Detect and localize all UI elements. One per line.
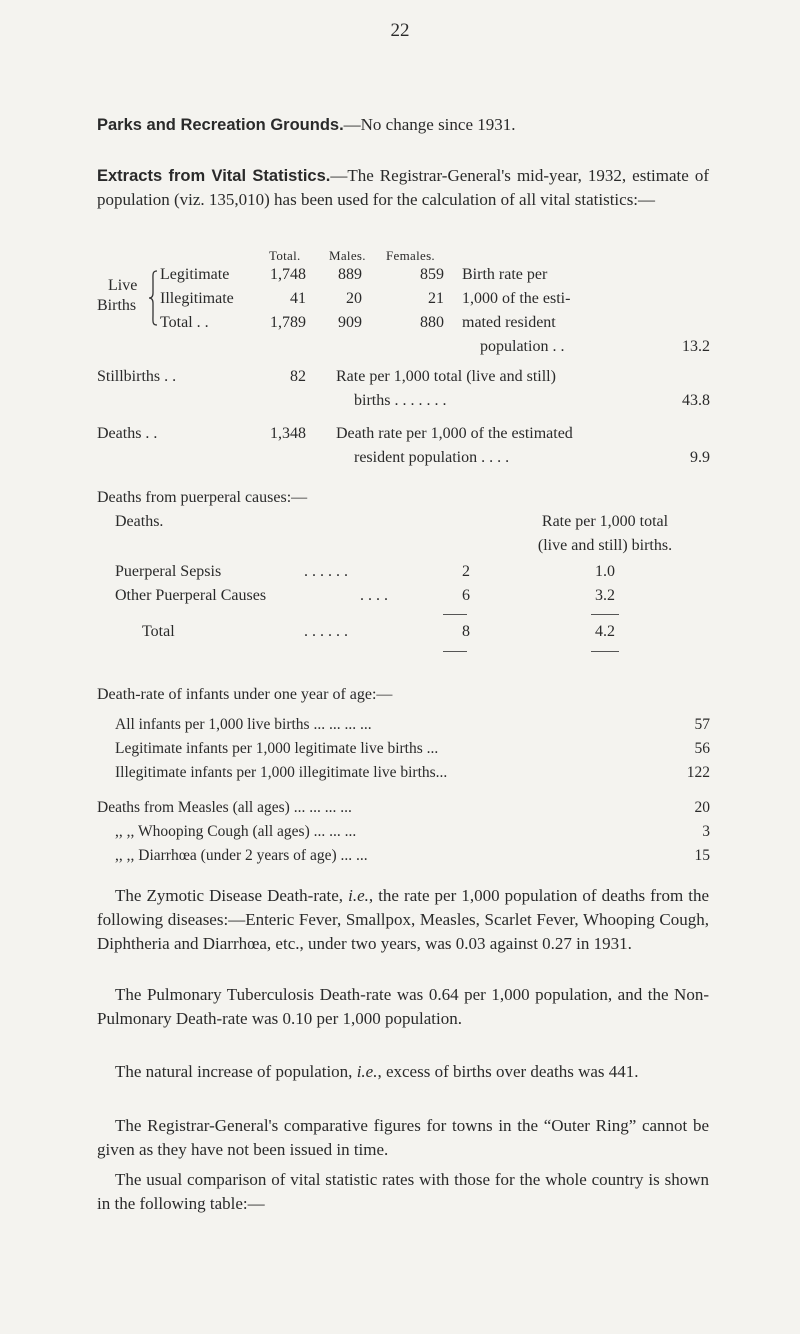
birth-rate-line: mated resident	[462, 314, 556, 331]
col-males-header: Males.	[329, 248, 366, 263]
registrar-paragraph: The Registrar-General's comparative figures for towns in the “Outer Ring” cannot be given as they have not been issued in time.	[97, 1116, 709, 1159]
puerperal-row-rate: 1.0	[595, 563, 615, 580]
puerperal-total-rate: 4.2	[595, 623, 615, 640]
puerperal-total-dots: . . . . . .	[304, 623, 348, 640]
zymotic-ie: i.e.	[348, 886, 369, 905]
infant-intro: Death-rate of infants under one year of age:—	[97, 686, 393, 703]
puerperal-rate-header-2: (live and still) births.	[537, 537, 673, 554]
page-number: 22	[390, 20, 410, 41]
stillbirths-label: Stillbirths . .	[97, 368, 177, 385]
total-rule	[591, 651, 619, 652]
deaths-rate-line1: Death rate per 1,000 of the estimated	[336, 425, 573, 442]
natural-text-2: , excess of births over deaths was 441.	[377, 1062, 639, 1081]
puerperal-intro: Deaths from puerperal causes:—	[97, 489, 308, 506]
birth-rate-line: 1,000 of the esti-	[462, 290, 571, 307]
puerperal-row-dots: . . . .	[360, 587, 388, 604]
subtotal-rule	[591, 614, 619, 615]
infant-row-value: 57	[694, 716, 710, 733]
births-row-label: Illegitimate	[160, 290, 234, 307]
disease-row-value: 20	[694, 799, 710, 816]
puerperal-total-label: Total	[142, 623, 175, 640]
parks-text: —No change since 1931.	[343, 115, 516, 134]
births-row-males: 889	[338, 266, 362, 283]
disease-row-label: ,, ,, Whooping Cough (all ages) ... ... ...	[115, 823, 357, 840]
puerperal-row-label: Puerperal Sepsis	[115, 563, 222, 580]
births-row-label: Total . .	[160, 314, 209, 331]
stillbirths-rate-line1: Rate per 1,000 total (live and still)	[336, 368, 556, 385]
infant-row-label: All infants per 1,000 live births ... ... ... ...	[115, 716, 372, 733]
natural-ie: i.e.	[356, 1062, 378, 1081]
comparison-paragraph: The usual comparison of vital statistic rates with those for the whole country is shown in the following table:—	[97, 1170, 709, 1213]
puerperal-rate-header-1: Rate per 1,000 total	[541, 513, 669, 530]
puerperal-row-dots: . . . . . .	[304, 563, 348, 580]
zymotic-text-2: , the rate per 1,000 population of deaths from the following diseases:—Enteric Fever, Smallpox, Measles, Scarlet Fever, Whooping Cough, Diphtheria and Diarrhœa, etc., under two years, was 0.03 against 0.27 in 1931.	[97, 886, 709, 953]
births-row-label: Legitimate	[160, 266, 230, 283]
col-females-header: Females.	[386, 248, 435, 263]
infant-row-value: 56	[694, 740, 710, 757]
infant-row-label: Illegitimate infants per 1,000 illegitimate live births...	[115, 764, 448, 781]
extracts-paragraph	[97, 164, 709, 212]
pulmonary-paragraph: The Pulmonary Tuberculosis Death-rate was 0.64 per 1,000 population, and the Non-Pulmonary Death-rate was 0.10 per 1,000 population.	[97, 985, 709, 1028]
extracts-heading: Extracts from Vital Statistics.	[97, 167, 331, 185]
births-row-females: 21	[428, 290, 444, 307]
extracts-text: —The Registrar-General's mid-year, 1932, estimate of population (viz. 135,010) has been used for the calculation of all vital statistics:—	[97, 166, 709, 209]
disease-row-label: Deaths from Measles (all ages) ... ... ... ...	[97, 799, 352, 816]
birth-rate-value: 13.2	[682, 338, 710, 355]
disease-row-value: 3	[702, 823, 710, 840]
parks-paragraph	[97, 113, 709, 137]
births-row-males: 20	[346, 290, 362, 307]
deaths-rate-line2: resident population . . . .	[354, 449, 510, 466]
births-row-females: 859	[420, 266, 444, 283]
parks-heading: Parks and Recreation Grounds.	[97, 116, 344, 134]
natural-increase-paragraph	[97, 1060, 709, 1084]
subtotal-rule	[443, 614, 467, 615]
puerperal-deaths-header: Deaths.	[115, 513, 164, 530]
zymotic-text-1: The Zymotic Disease Death-rate,	[115, 886, 349, 905]
stillbirths-value: 82	[290, 368, 306, 385]
puerperal-row-deaths: 2	[462, 563, 470, 580]
birth-rate-line: Birth rate per	[462, 266, 548, 283]
births-row-total: 41	[290, 290, 306, 307]
birth-rate-line: population . .	[480, 338, 565, 355]
deaths-value: 1,348	[270, 425, 306, 442]
puerperal-row-label: Other Puerperal Causes	[115, 587, 267, 604]
natural-text-1: The natural increase of population,	[115, 1062, 357, 1081]
puerperal-row-deaths: 6	[462, 587, 470, 604]
live-births-label-1: Live	[108, 277, 138, 294]
stillbirths-rate-value: 43.8	[682, 392, 710, 409]
stillbirths-rate-line2: births . . . . . . .	[354, 392, 447, 409]
births-row-females: 880	[420, 314, 444, 331]
puerperal-total-deaths: 8	[462, 623, 470, 640]
births-row-males: 909	[338, 314, 362, 331]
births-row-total: 1,789	[270, 314, 306, 331]
live-births-label-2: Births	[97, 297, 137, 314]
infant-row-value: 122	[686, 764, 710, 781]
total-rule	[443, 651, 467, 652]
curly-brace-icon	[147, 269, 159, 327]
zymotic-paragraph	[97, 884, 709, 956]
births-row-total: 1,748	[270, 266, 306, 283]
infant-row-label: Legitimate infants per 1,000 legitimate live births ...	[115, 740, 439, 757]
disease-row-value: 15	[694, 847, 710, 864]
puerperal-row-rate: 3.2	[595, 587, 615, 604]
deaths-rate-value: 9.9	[690, 449, 710, 466]
disease-row-label: ,, ,, Diarrhœa (under 2 years of age) ... ...	[115, 847, 368, 864]
deaths-label: Deaths . .	[97, 425, 158, 442]
col-total-header: Total.	[269, 248, 301, 263]
